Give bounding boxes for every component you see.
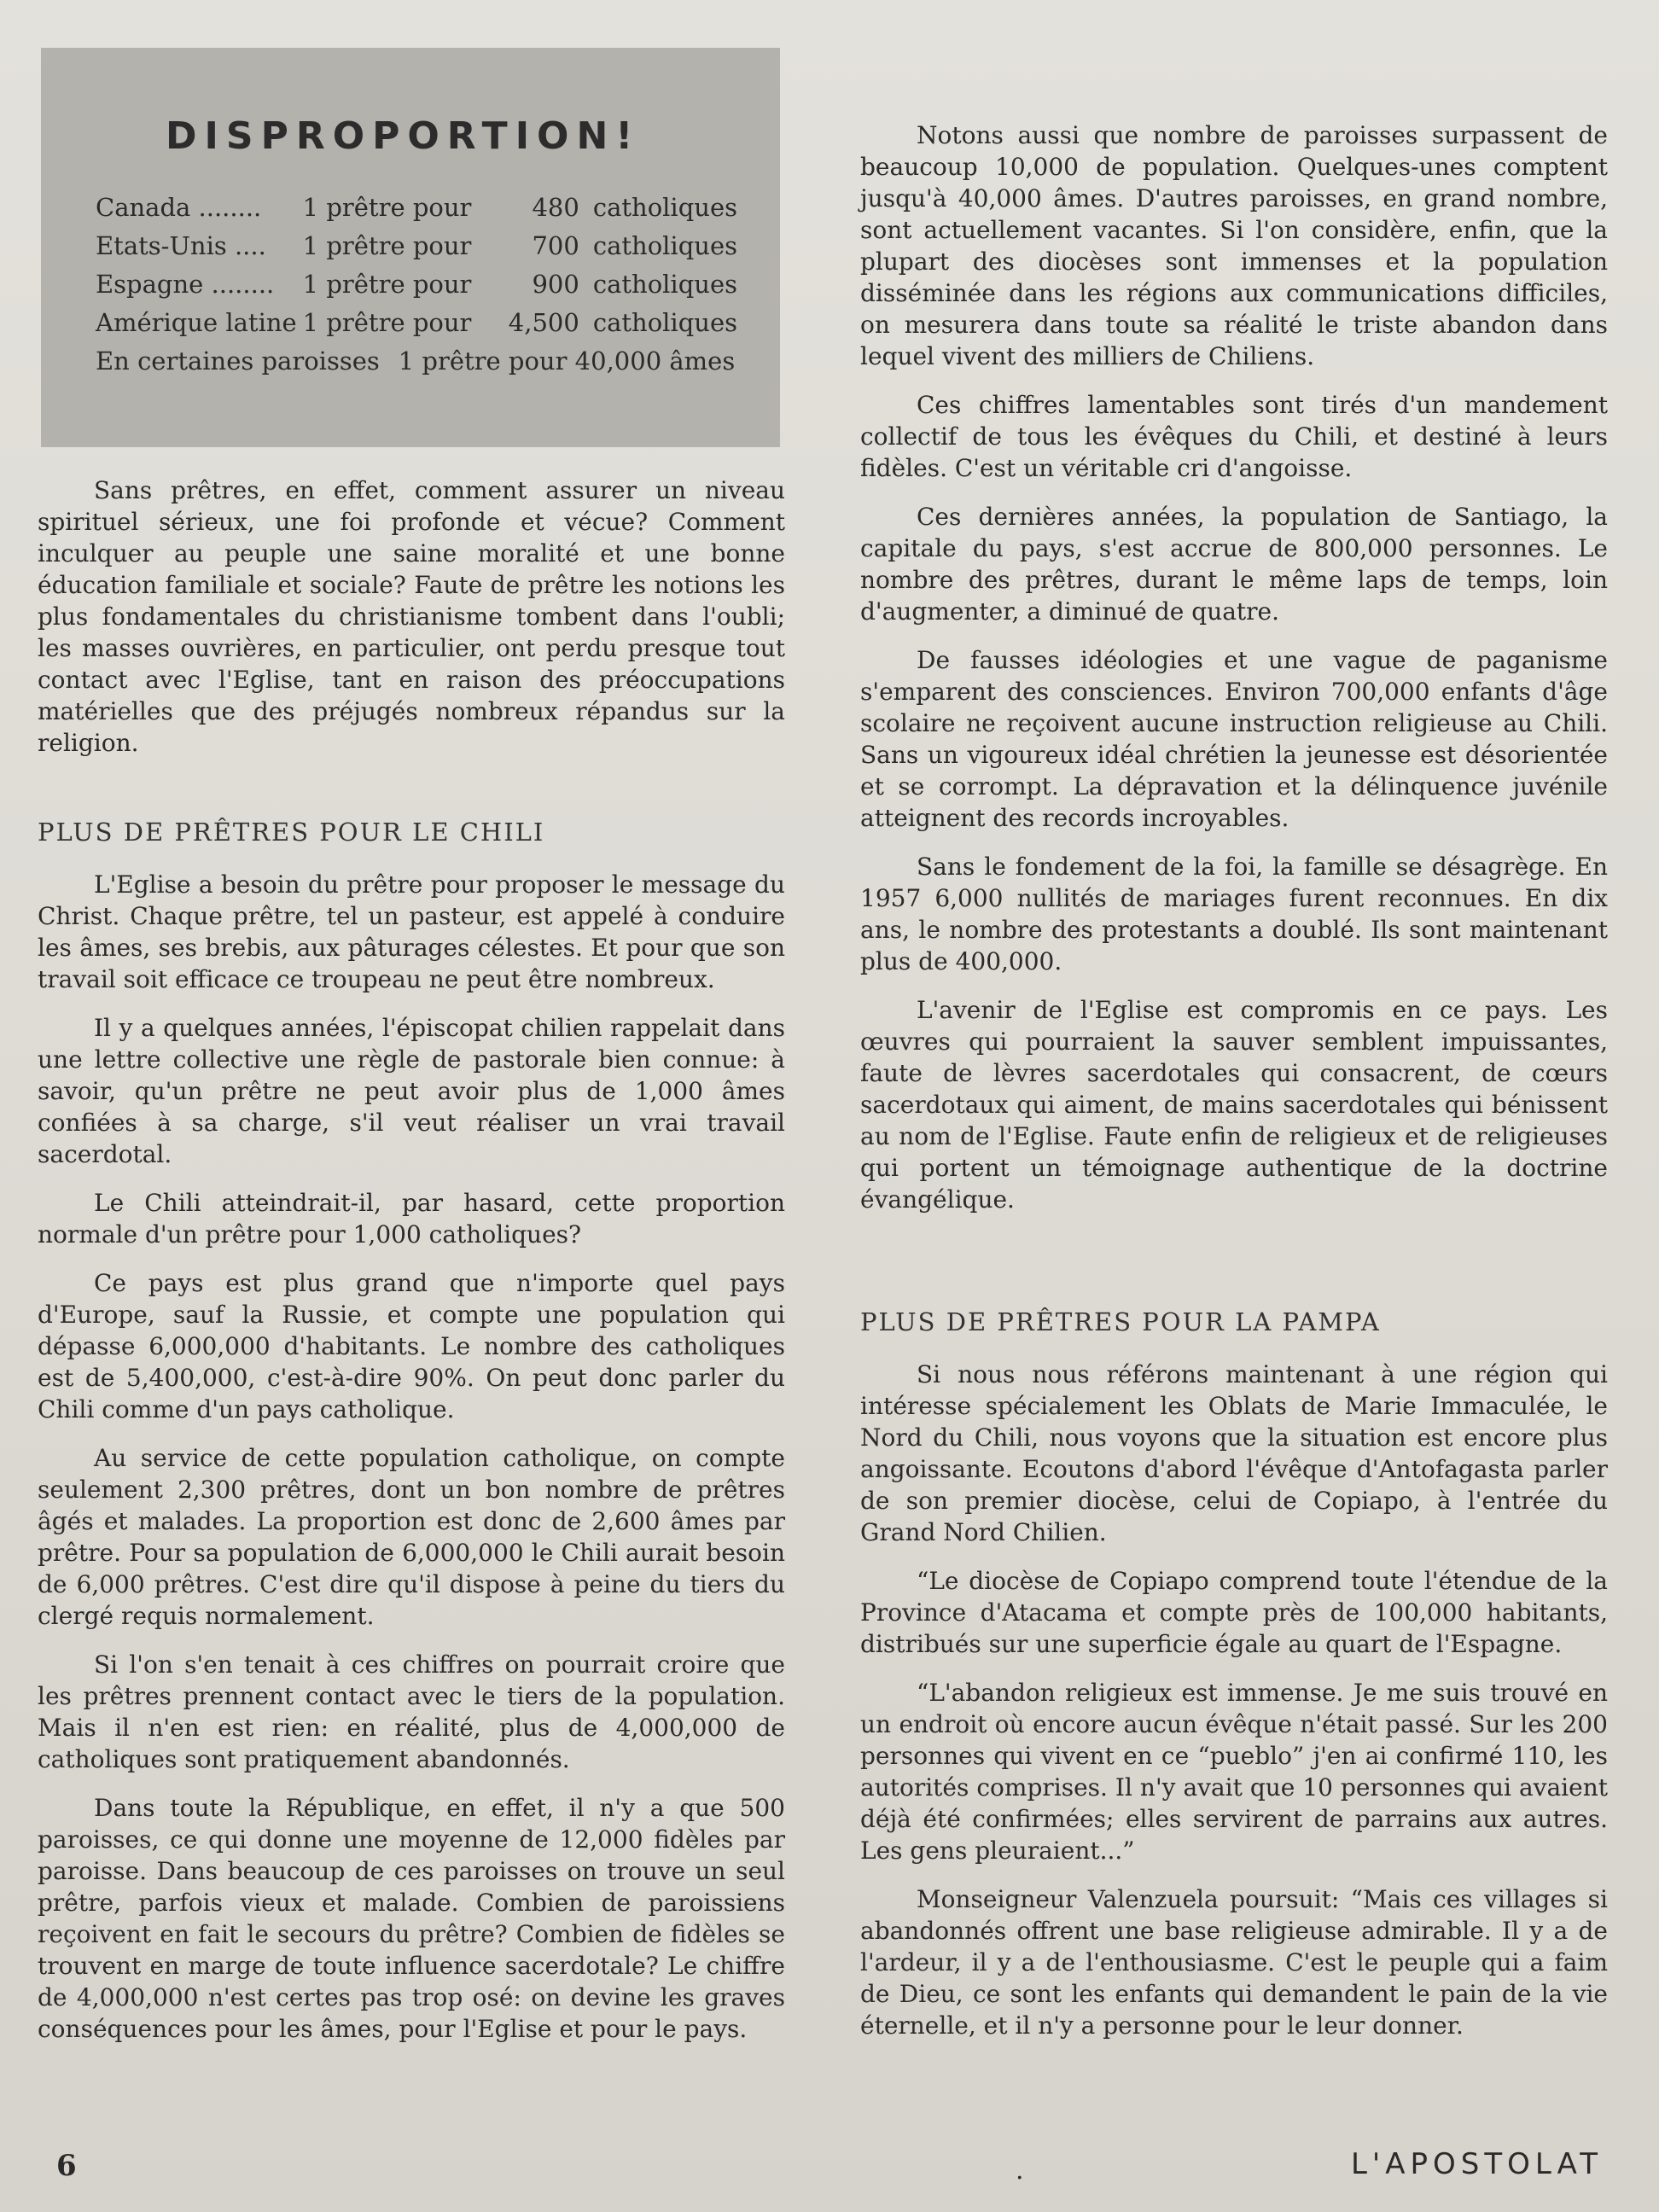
body-paragraph: L'Eglise a besoin du prêtre pour proposer le message du Christ. Chaque prêtre, tel un pasteur, est appelé à conduire les âmes, ses brebis, aux pâturages célestes. Et pour que son travail soit efficace ce troupeau ne peut être nombreux.	[38, 870, 785, 993]
stat-row	[96, 227, 737, 265]
stat-number: 700	[532, 231, 579, 260]
body-paragraph: L'avenir de l'Eglise est compromis en ce pays. Les œuvres qui pourraient la sauver semblent impuissantes, faute de lèvres sacerdotales qui consacrent, de cœurs sacerdotaux qui aiment, de mains sacerdotales qui bénissent au nom de l'Eglise. Faute enfin de religieux et de religieuses qui portent un témoignage authentique de la doctrine évangélique.	[860, 996, 1608, 1214]
body-paragraph: Sans le fondement de la foi, la famille se désagrège. En 1957 6,000 nullités de mariages furent reconnues. En dix ans, le nombre des protestants a doublé. Ils sont maintenant plus de 400,000.	[860, 853, 1608, 975]
stat-unit: catholiques	[592, 231, 737, 260]
left-intro-block	[38, 474, 785, 776]
stat-per: 1 prêtre pour	[302, 308, 472, 337]
stat-country: Espagne ........	[96, 270, 275, 299]
stat-per: 1 prêtre pour 40,000 âmes	[398, 346, 736, 375]
body-paragraph: Ces dernières années, la population de Santiago, la capitale du pays, s'est accrue de 800,000 personnes. Le nombre des prêtres, durant le même laps de temps, loin d'augmenter, a diminué de quatre.	[860, 503, 1608, 626]
stat-country: Etats-Unis ....	[96, 231, 266, 260]
stat-country: Canada ........	[96, 193, 262, 222]
disproportion-box	[41, 48, 780, 447]
body-paragraph: Ce pays est plus grand que n'importe quel pays d'Europe, sauf la Russie, et compte une population qui dépasse 6,000,000 d'habitants. Le nombre des catholiques est de 5,400,000, c'est-à-dire 90%. On peut donc parler du Chili comme d'un pays catholique.	[38, 1269, 785, 1423]
stat-unit: catholiques	[592, 270, 737, 299]
section-heading-chili: PLUS DE PRÊTRES POUR LE CHILI	[38, 818, 545, 847]
body-paragraph: Le Chili atteindrait-il, par hasard, cette proportion normale d'un prêtre pour 1,000 catholiques?	[38, 1189, 785, 1249]
box-title: DISPROPORTION!	[166, 114, 641, 158]
body-paragraph: Notons aussi que nombre de paroisses surpassent de beaucoup 10,000 de population. Quelques-unes comptent jusqu'à 40,000 âmes. D'autres paroisses, en grand nombre, sont actuellement vacantes. Si l'on considère, enfin, que la plupart des diocèses sont immenses et la population disséminée dans les régions aux communications difficiles, on mesurera dans toute sa réalité le triste abandon dans lequel vivent des milliers de Chiliens.	[860, 121, 1608, 370]
stat-number: 480	[532, 193, 579, 222]
section-heading-pampa: PLUS DE PRÊTRES POUR LA PAMPA	[860, 1307, 1381, 1336]
body-paragraph: Si l'on s'en tenait à ces chiffres on pourrait croire que les prêtres prennent contact avec le tiers de la population. Mais il n'en est rien: en réalité, plus de 4,000,000 de catholiques sont pratiquement abandonnés.	[38, 1650, 785, 1773]
stat-number: 900	[532, 270, 579, 299]
stat-row	[96, 189, 737, 227]
footer-dot: .	[1016, 2156, 1024, 2186]
stat-row-last	[96, 342, 737, 381]
stat-country: Amérique latine	[96, 308, 297, 337]
body-paragraph: Il y a quelques années, l'épiscopat chilien rappelait dans une lettre collective une règle de pastorale bien connue: à savoir, qu'un prêtre ne peut avoir plus de 1,000 âmes confiées à sa charge, s'il veut réaliser un vrai travail sacerdotal.	[38, 1014, 785, 1168]
body-paragraph: De fausses idéologies et une vague de paganisme s'emparent des consciences. Environ 700,000 enfants d'âge scolaire ne reçoivent aucune instruction religieuse au Chili. Sans un vigoureux idéal chrétien la jeunesse est désorientée et se corrompt. La dépravation et la délinquence juvénile atteignent des records incroyables.	[860, 646, 1608, 832]
body-paragraph: Si nous nous référons maintenant à une région qui intéresse spécialement les Oblats de Marie Immaculée, le Nord du Chili, nous voyons que la situation est encore plus angoissante. Ecoutons d'abord l'évêque d'Antofagasta parler de son premier diocèse, celui de Copiapo, à l'entrée du Grand Nord Chilien.	[860, 1360, 1608, 1546]
stat-country: En certaines paroisses	[96, 346, 380, 375]
stat-row	[96, 304, 737, 342]
stat-per: 1 prêtre pour	[302, 193, 472, 222]
left-section-block	[38, 818, 785, 2062]
body-paragraph: “Le diocèse de Copiapo comprend toute l'étendue de la Province d'Atacama et compte près de 100,000 habitants, distribués sur une superficie égale au quart de l'Espagne.	[860, 1567, 1608, 1658]
page-number: 6	[56, 2149, 77, 2183]
body-paragraph: Dans toute la République, en effet, il n'y a que 500 paroisses, ce qui donne une moyenne de 12,000 fidèles par paroisse. Dans beaucoup de ces paroisses on trouve un seul prêtre, parfois vieux et malade. Combien de paroissiens reçoivent en fait le secours du prêtre? Combien de fidèles se trouvent en marge de toute influence sacerdotale? Le chiffre de 4,000,000 n'est certes pas trop osé: on devine les graves conséquences pour les âmes, pour l'Eglise et pour le pays.	[38, 1794, 785, 2043]
intro-paragraph: Sans prêtres, en effet, comment assurer un niveau spirituel sérieux, une foi profonde et vécue? Comment inculquer au peuple une saine moralité et une bonne éducation familiale et sociale? Faute de prêtre les notions les plus fondamentales du christianisme tombent dans l'oubli; les masses ouvrières, en particulier, ont perdu presque tout contact avec l'Eglise, tant en raison des préoccupations matérielles que des préjugés nombreux répandus sur la religion.	[38, 476, 785, 757]
stat-per: 1 prêtre pour	[302, 231, 472, 260]
stat-number: 4,500	[508, 308, 579, 337]
stat-per: 1 prêtre pour	[302, 270, 472, 299]
body-paragraph: “L'abandon religieux est immense. Je me suis trouvé en un endroit où encore aucun évêque n'était passé. Sur les 200 personnes qui vivent en ce “pueblo” j'en ai confirmé 110, les autorités comprises. Il n'y avait que 10 personnes qui avaient déjà été confirmées; elles servirent de parrains aux autres. Les gens pleuraient...”	[860, 1679, 1608, 1865]
stat-unit: catholiques	[592, 308, 737, 337]
stat-unit: catholiques	[592, 193, 737, 222]
stat-row	[96, 265, 737, 304]
right-section-block	[860, 1307, 1608, 2058]
magazine-title: L'APOSTOLAT	[1350, 2147, 1603, 2181]
right-top-block	[860, 119, 1608, 1232]
body-paragraph: Monseigneur Valenzuela poursuit: “Mais ces villages si abandonnés offrent une base religieuse admirable. Il y a de l'ardeur, il y a de l'enthousiasme. C'est le peuple qui a faim de Dieu, ce sont les enfants qui demandent le pain de la vie éternelle, et il n'y a personne pour le leur donner.	[860, 1885, 1608, 2040]
body-paragraph: Au service de cette population catholique, on compte seulement 2,300 prêtres, dont un bon nombre de prêtres âgés et malades. La proportion est donc de 2,600 âmes par prêtre. Pour sa population de 6,000,000 le Chili aurait besoin de 6,000 prêtres. C'est dire qu'il dispose à peine du tiers du clergé requis normalement.	[38, 1444, 785, 1630]
body-paragraph: Ces chiffres lamentables sont tirés d'un mandement collectif de tous les évêques du Chili, et destiné à leurs fidèles. C'est un véritable cri d'angoisse.	[860, 391, 1608, 482]
